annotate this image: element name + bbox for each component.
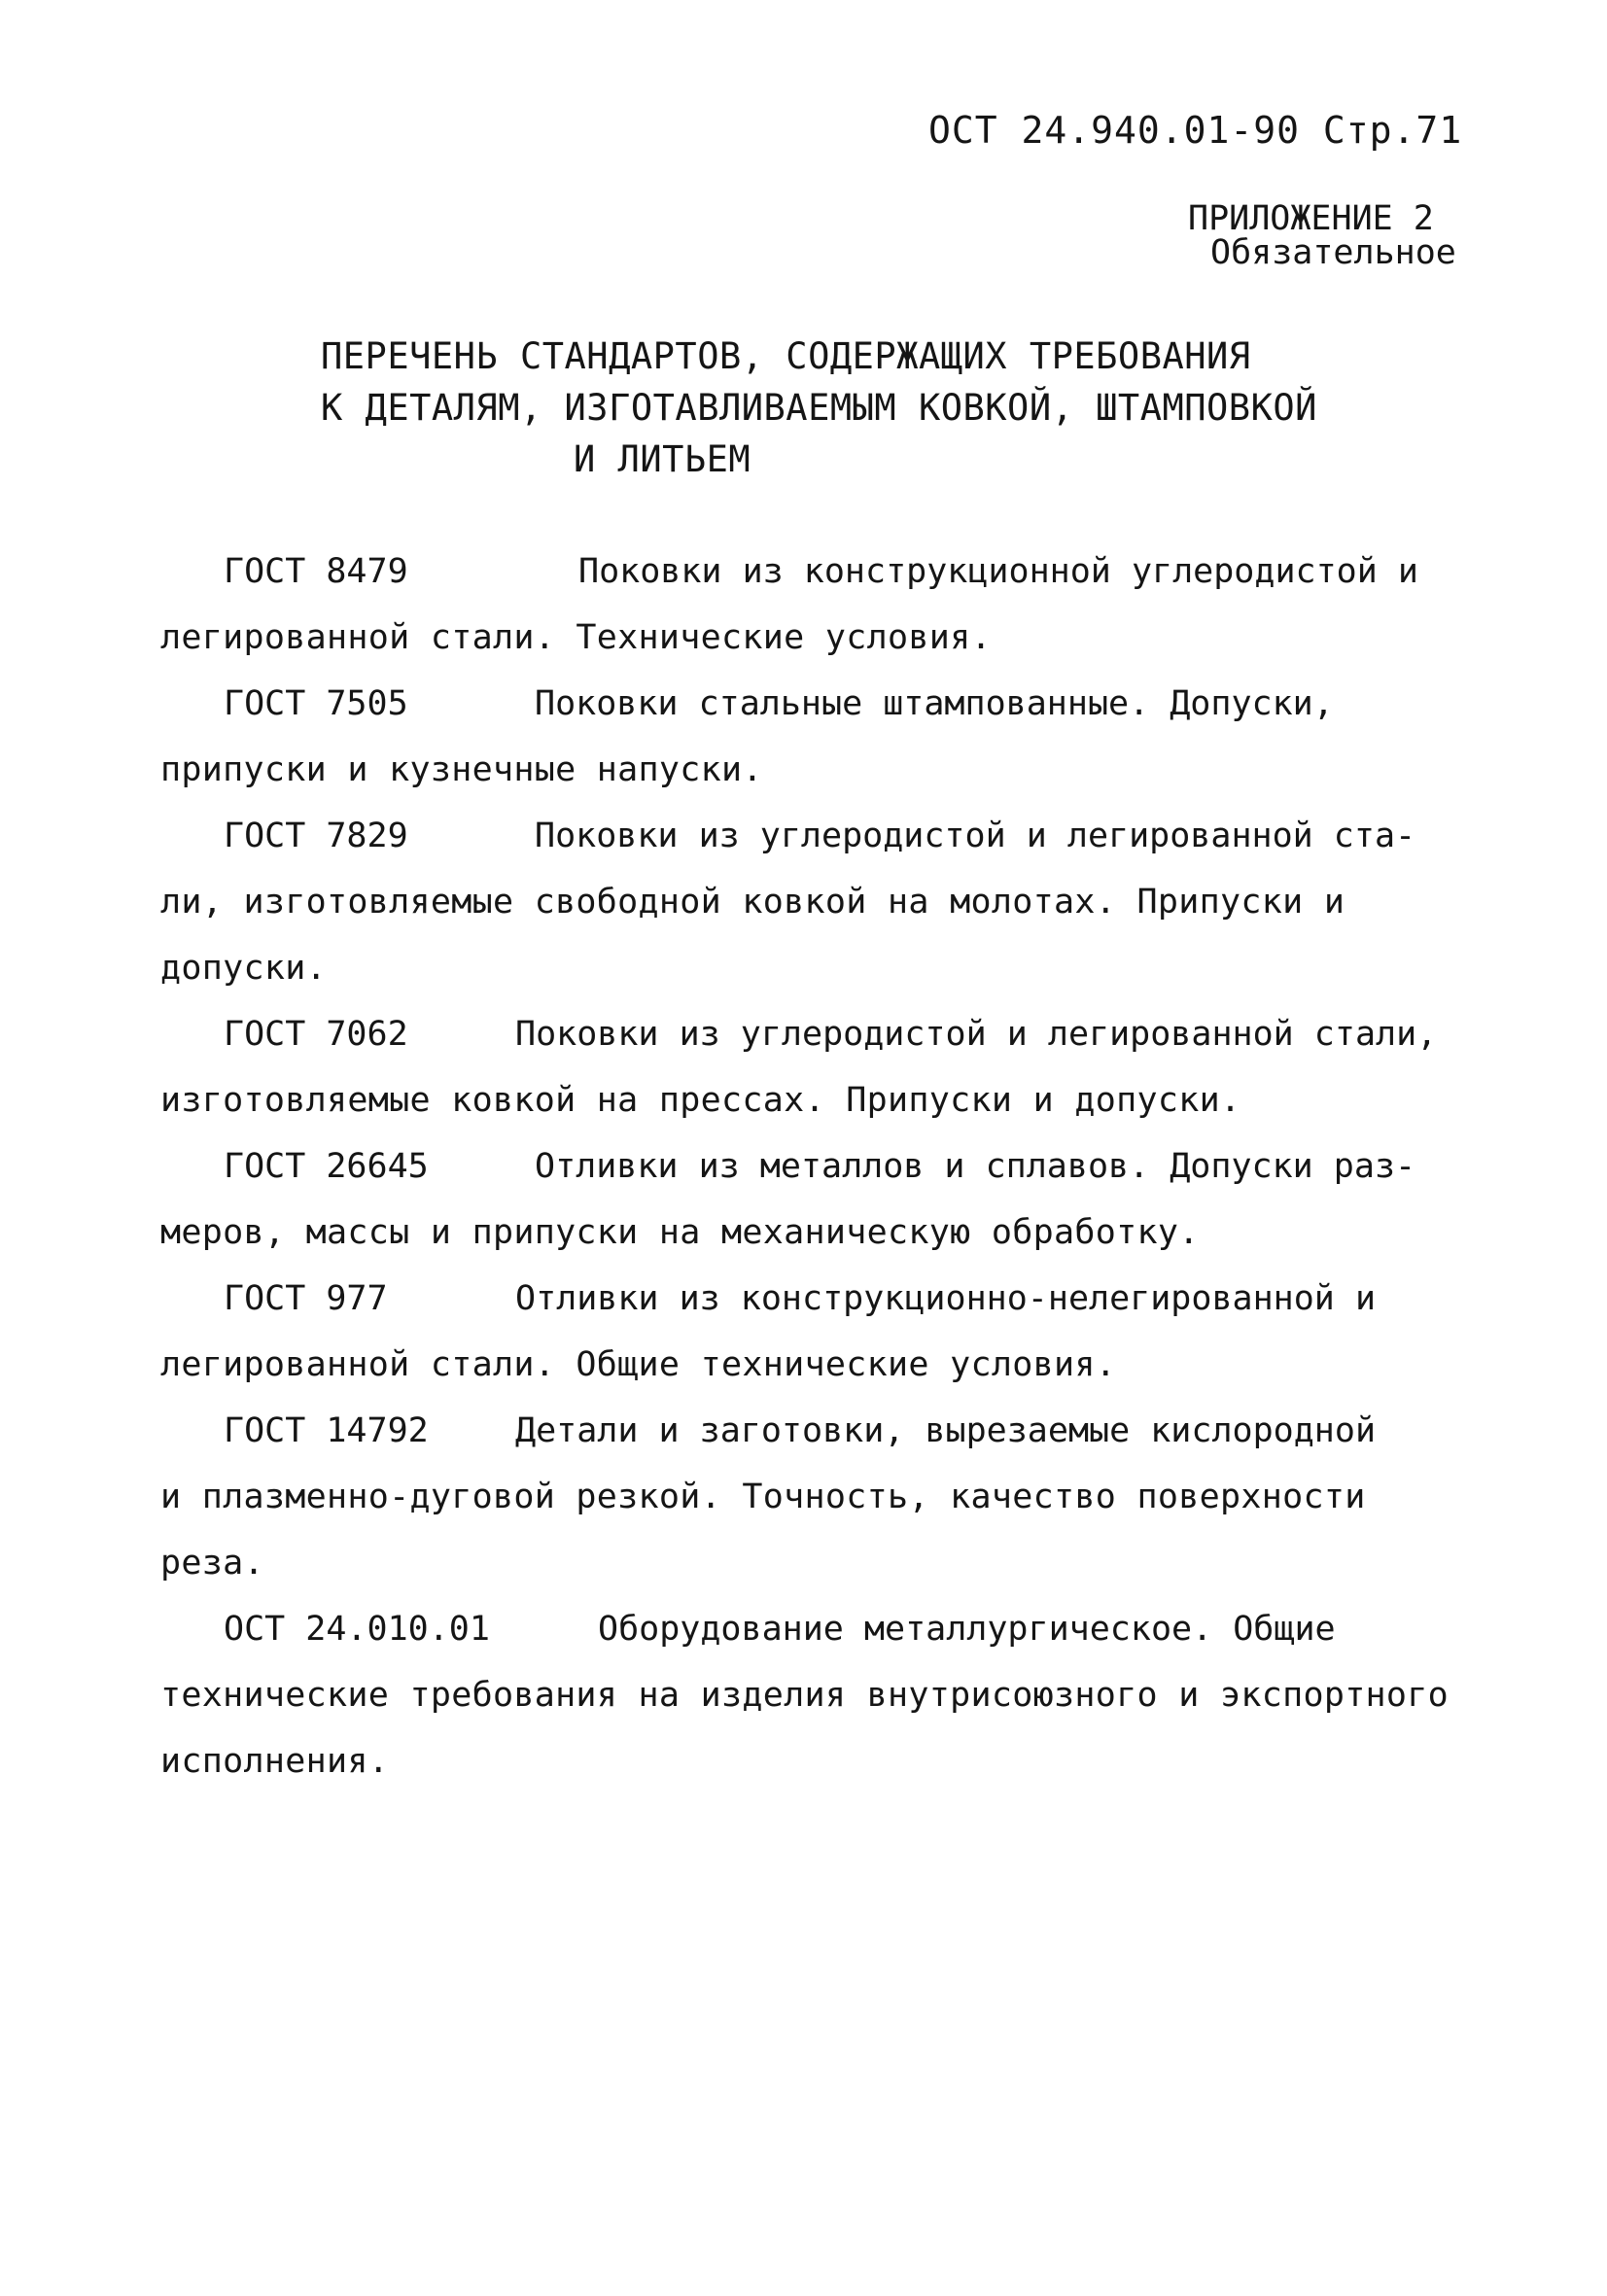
standard-title-continued: легированной стали. Общие технические условия. (160, 1345, 1117, 1384)
standard-code: ГОСТ 7505 (224, 684, 408, 723)
standard-title-continued: изготовляемые ковкой на прессах. Припуски и допуски. (160, 1081, 1241, 1120)
standard-code: ГОСТ 8479 (224, 552, 408, 591)
standard-title-continued: реза. (160, 1544, 264, 1583)
standard-title-start: Поковки из углеродистой и легированной стали, (515, 1015, 1438, 1054)
standard-title-start: Поковки стальные штампованные. Допуски, (535, 684, 1334, 723)
standard-title-start: Детали и заготовки, вырезаемые кислородной (515, 1411, 1377, 1450)
standard-title-start: Отливки из конструкционно-нелегированной и (515, 1279, 1377, 1318)
standard-title-start: Поковки из конструкционной углеродистой и (578, 552, 1418, 591)
title-line-1: ПЕРЕЧЕНЬ СТАНДАРТОВ, СОДЕРЖАЩИХ ТРЕБОВАНИЯ (321, 335, 1251, 377)
appendix-status: Обязательное (1210, 233, 1456, 272)
standard-title-continued: и плазменно-дуговой резкой. Точность, качество поверхности (160, 1478, 1366, 1516)
standard-title-start: Поковки из углеродистой и легированной ста- (535, 817, 1416, 855)
standard-title-start: Оборудование металлургическое. Общие (598, 1610, 1336, 1649)
standard-title-continued: ли, изготовляемые свободной ковкой на молотах. Припуски и (160, 883, 1345, 922)
standard-code: ГОСТ 14792 (224, 1411, 429, 1450)
standard-title-continued: технические требования на изделия внутрисоюзного и экспортного (160, 1676, 1450, 1715)
title-line-2: К ДЕТАЛЯМ, ИЗГОТАВЛИВАЕМЫМ КОВКОЙ, ШТАМПОВКОЙ (321, 387, 1317, 429)
standard-code: ГОСТ 977 (224, 1279, 388, 1318)
document-code: ОСТ 24.940.01-90 Стр.71 (928, 109, 1463, 152)
standard-code: ОСТ 24.010.01 (224, 1610, 490, 1649)
standard-title-continued: исполнения. (160, 1742, 390, 1781)
standard-title-start: Отливки из металлов и сплавов. Допуски раз- (535, 1147, 1416, 1186)
standard-code: ГОСТ 7829 (224, 817, 408, 855)
standard-title-continued: меров, массы и припуски на механическую обработку. (160, 1213, 1200, 1252)
standard-title-continued: припуски и кузнечные напуски. (160, 750, 763, 789)
standard-title-continued: легированной стали. Технические условия. (160, 618, 992, 657)
appendix-label: ПРИЛОЖЕНИЕ 2 (1188, 199, 1434, 238)
standard-code: ГОСТ 26645 (224, 1147, 429, 1186)
standard-code: ГОСТ 7062 (224, 1015, 408, 1054)
standard-title-continued: допуски. (160, 949, 327, 988)
title-line-3: И ЛИТЬЕМ (574, 438, 751, 480)
